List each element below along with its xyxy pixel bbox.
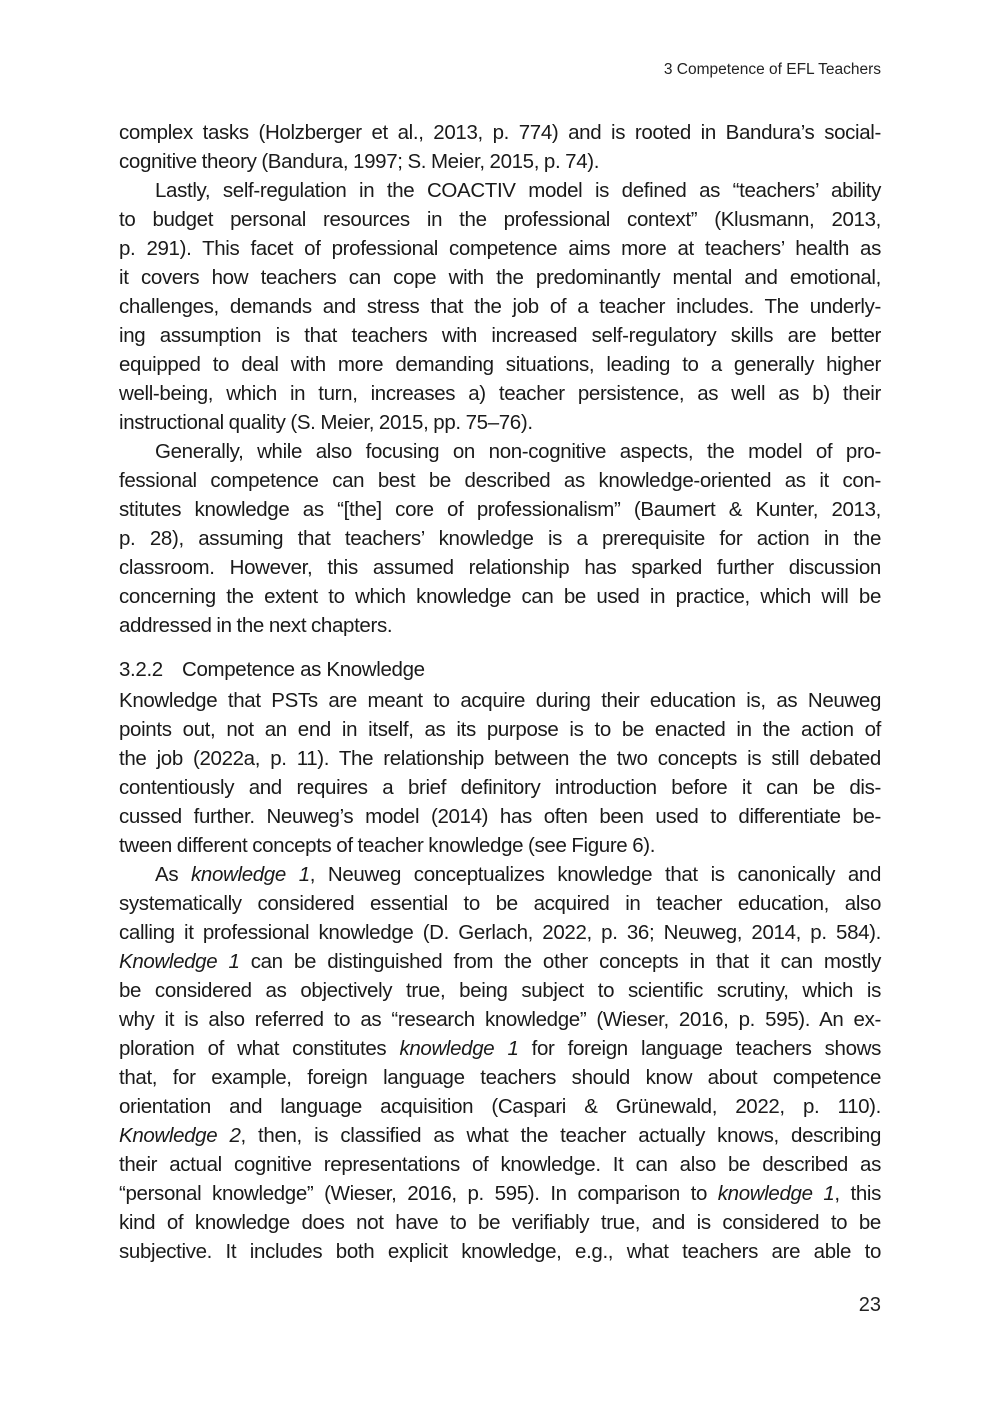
text-line: contentiously and requires a brief definitory introduction before it can be dis-	[119, 776, 881, 799]
section-title: Competence as Knowledge	[182, 658, 425, 681]
text-line: be considered as objectively true, being subject to scientific scrutiny, which is	[119, 979, 881, 1002]
paragraph	[119, 176, 881, 437]
paragraph	[119, 686, 881, 860]
text-line: orientation and language acquisition (Caspari & Grünewald, 2022, p. 110).	[119, 1095, 881, 1118]
italic-term: knowledge 1	[191, 863, 310, 886]
text-line: p. 28), assuming that teachers’ knowledge is a prerequisite for action in the	[119, 527, 881, 550]
text-line: ing assumption is that teachers with increased self-regulatory skills are better	[119, 324, 881, 347]
italic-term: knowledge 1	[717, 1182, 835, 1205]
text-line: cussed further. Neuweg’s model (2014) has often been used to differentiate be-	[119, 805, 881, 828]
running-header: 3 Competence of EFL Teachers	[663, 61, 881, 78]
paragraph	[119, 860, 881, 1266]
text-line: their actual cognitive representations of knowledge. It can also be described as	[119, 1153, 881, 1176]
text-line: As knowledge 1, Neuweg conceptualizes knowledge that is canonically and	[155, 863, 881, 886]
page-number: 23	[858, 1294, 881, 1316]
text-line: concerning the extent to which knowledge can be used in practice, which will be	[119, 585, 881, 608]
italic-term: knowledge 1	[399, 1037, 519, 1060]
text-line: complex tasks (Holzberger et al., 2013, p. 774) and is rooted in Bandura’s social-	[119, 121, 881, 144]
text-line: why it is also referred to as “research knowledge” (Wieser, 2016, p. 595). An ex-	[119, 1008, 881, 1031]
italic-term: Knowledge 1	[119, 950, 240, 973]
paragraph	[119, 118, 881, 176]
text-line: subjective. It includes both explicit knowledge, e.g., what teachers are able to	[119, 1240, 881, 1263]
text-line: equipped to deal with more demanding situations, leading to a generally higher	[119, 353, 881, 376]
text-line: challenges, demands and stress that the job of a teacher includes. The underly-	[119, 295, 881, 318]
text-line: stitutes knowledge as “[the] core of professionalism” (Baumert & Kunter, 2013,	[119, 498, 881, 521]
text-line: Lastly, self-regulation in the COACTIV model is defined as “teachers’ ability	[155, 179, 881, 202]
section-number: 3.2.2	[119, 658, 163, 681]
italic-term: Knowledge 2	[119, 1124, 241, 1147]
section-heading	[119, 655, 881, 684]
text-line: classroom. However, this assumed relationship has sparked further discussion	[119, 556, 881, 579]
page-body	[119, 118, 881, 1266]
text-line: fessional competence can best be described as knowledge-oriented as it con-	[119, 469, 881, 492]
text-line: addressed in the next chapters.	[119, 614, 393, 637]
text-line: tween different concepts of teacher knowledge (see Figure 6).	[119, 834, 656, 857]
paragraph	[119, 437, 881, 640]
text-line: ploration of what constitutes knowledge 1 for foreign language teachers shows	[119, 1037, 881, 1060]
text-line: cognitive theory (Bandura, 1997; S. Meier, 2015, p. 74).	[119, 150, 600, 173]
text-line: it covers how teachers can cope with the predominantly mental and emotional,	[119, 266, 881, 289]
text-line: well-being, which in turn, increases a) teacher persistence, as well as b) their	[119, 382, 881, 405]
text-line: p. 291). This facet of professional competence aims more at teachers’ health as	[119, 237, 881, 260]
text-line: points out, not an end in itself, as its purpose is to be enacted in the action of	[119, 718, 881, 741]
text-line: systematically considered essential to be acquired in teacher education, also	[119, 892, 881, 915]
text-line: instructional quality (S. Meier, 2015, pp. 75–76).	[119, 411, 533, 434]
text-line: kind of knowledge does not have to be verifiably true, and is considered to be	[119, 1211, 881, 1234]
text-line: Knowledge that PSTs are meant to acquire during their education is, as Neuweg	[119, 689, 881, 712]
text-line: calling it professional knowledge (D. Gerlach, 2022, p. 36; Neuweg, 2014, p. 584).	[119, 921, 881, 944]
text-line: that, for example, foreign language teachers should know about competence	[119, 1066, 881, 1089]
text-line: Generally, while also focusing on non-cognitive aspects, the model of pro-	[155, 440, 881, 463]
text-line: “personal knowledge” (Wieser, 2016, p. 595). In comparison to knowledge 1, this	[119, 1182, 881, 1205]
text-line: the job (2022a, p. 11). The relationship between the two concepts is still debated	[119, 747, 881, 770]
text-line: Knowledge 2, then, is classified as what the teacher actually knows, describing	[119, 1124, 881, 1147]
text-line: Knowledge 1 can be distinguished from the other concepts in that it can mostly	[119, 950, 881, 973]
text-line: to budget personal resources in the professional context” (Klusmann, 2013,	[119, 208, 881, 231]
